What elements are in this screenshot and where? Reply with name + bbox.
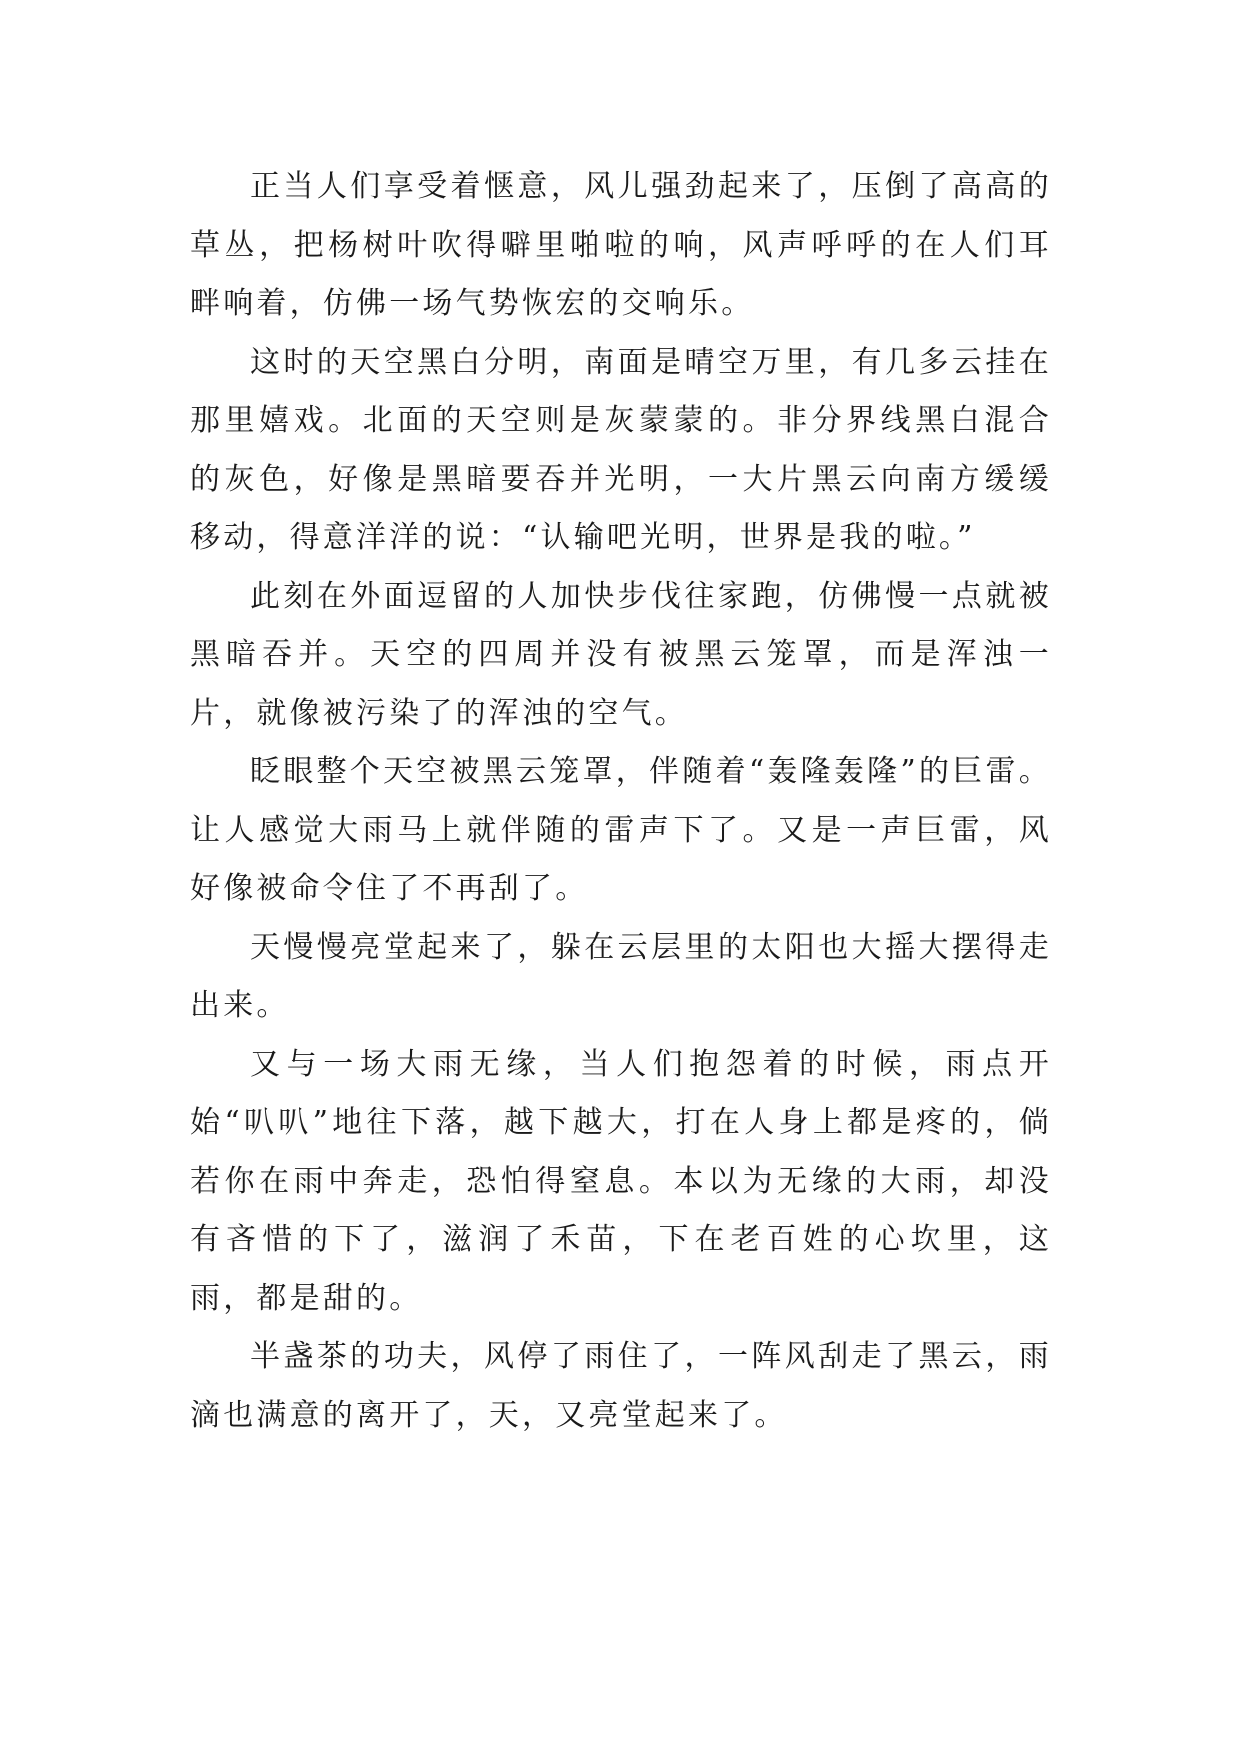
paragraph-6: 又与一场大雨无缘，当人们抱怨着的时候，雨点开始“叭叭”地往下落，越下越大，打在人身上都是疼的，倘若你在雨中奔走，恐怕得窒息。本以为无缘的大雨，却没有吝惜的下了，滋润了禾苗，下在老百姓的心坎里，这雨，都是甜的。 <box>190 1046 1052 1316</box>
paragraph-3: 此刻在外面逗留的人加快步伐往家跑，仿佛慢一点就被黑暗吞并。天空的四周并没有被黑云笼罩，而是浑浊一片，就像被污染了的浑浊的空气。 <box>190 578 1052 731</box>
paragraph-1: 正当人们享受着惬意，风儿强劲起来了，压倒了高高的草丛，把杨树叶吹得噼里啪啦的响，风声呼呼的在人们耳畔响着，仿佛一场气势恢宏的交响乐。 <box>190 169 1052 321</box>
paragraph-4: 眨眼整个天空被黑云笼罩，伴随着“轰隆轰隆”的巨雷。让人感觉大雨马上就伴随的雷声下了。又是一声巨雷，风好像被命令住了不再刮了。 <box>190 754 1052 906</box>
document-body <box>190 158 1052 1445</box>
paragraph-2: 这时的天空黑白分明，南面是晴空万里，有几多云挂在那里嬉戏。北面的天空则是灰蒙蒙的。非分界线黑白混合的灰色，好像是黑暗要吞并光明，一大片黑云向南方缓缓移动，得意洋洋的说：“认输吧光明，世界是我的啦。” <box>190 344 1052 555</box>
paragraph-5: 天慢慢亮堂起来了，躲在云层里的太阳也大摇大摆得走出来。 <box>190 929 1052 1023</box>
paragraph-7: 半盏茶的功夫，风停了雨住了，一阵风刮走了黑云，雨滴也满意的离开了，天，又亮堂起来了。 <box>190 1339 1052 1433</box>
